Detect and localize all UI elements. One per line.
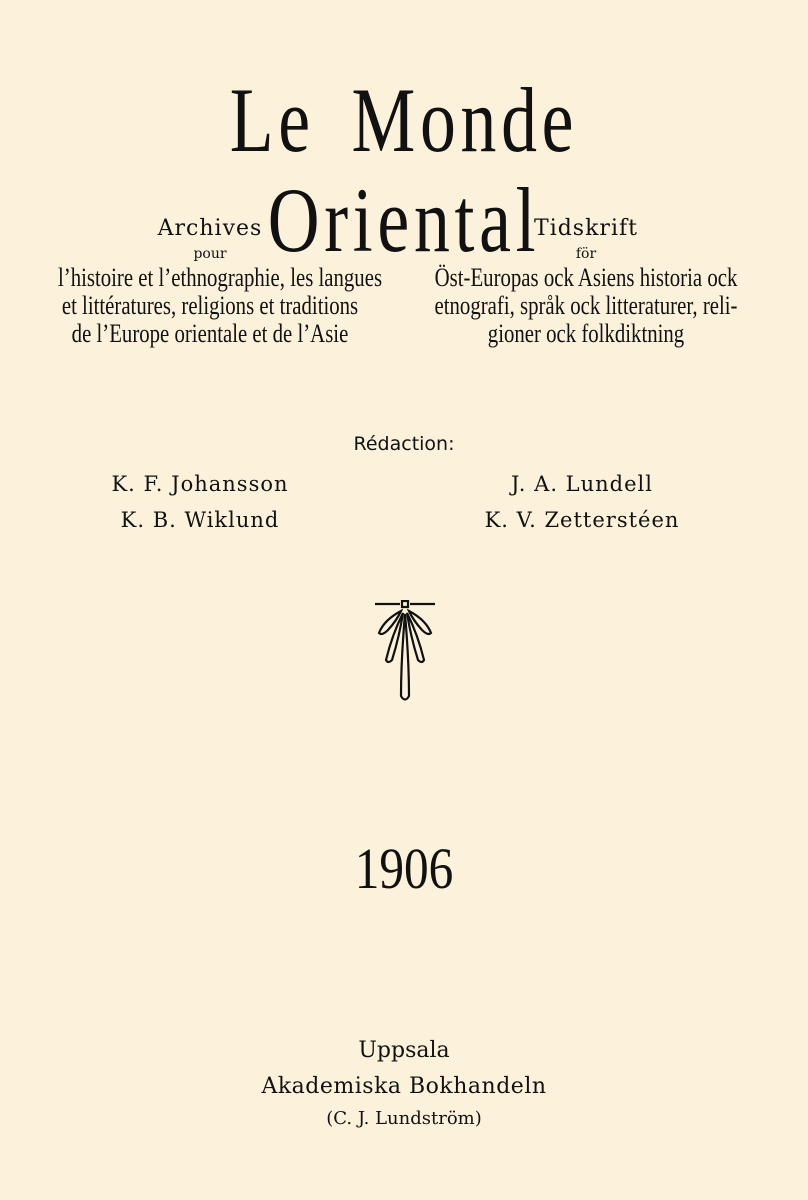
imprint-printer: (C. J. Lundström) [326,1108,482,1129]
right-line: etnografi, språk ock litteraturer, reli- [434,291,738,320]
right-sub: för [575,246,597,262]
editor-name: K. V. Zetterstéen [484,508,680,532]
right-line: Öst-Europas ock Asiens historia ock [434,263,738,292]
editor-name: J. A. Lundell [511,472,653,496]
editor-name: K. B. Wiklund [120,508,280,532]
publication-year: 1906 [354,836,454,901]
swedish-subtitle-block [396,214,776,348]
left-heading: Archives [157,216,263,241]
editor-name: K. F. Johansson [111,472,289,496]
left-line: l’histoire et l’ethnographie, les langues [58,263,383,292]
right-line: gioner ock folkdiktning [487,319,685,348]
fleuron-ornament-icon [370,600,440,705]
left-sub: pour [193,246,227,262]
imprint-city: Uppsala [358,1038,450,1063]
right-heading: Tidskrift [534,216,638,241]
french-subtitle-block [20,214,400,348]
redaction-label: Rédaction: [353,433,455,455]
journal-title: Le Monde Oriental [229,69,579,271]
left-line: de l’Europe orientale et de l’Asie [71,319,349,348]
imprint-publisher: Akademiska Bokhandeln [261,1074,547,1099]
left-line: et littératures, religions et traditions [61,291,359,320]
